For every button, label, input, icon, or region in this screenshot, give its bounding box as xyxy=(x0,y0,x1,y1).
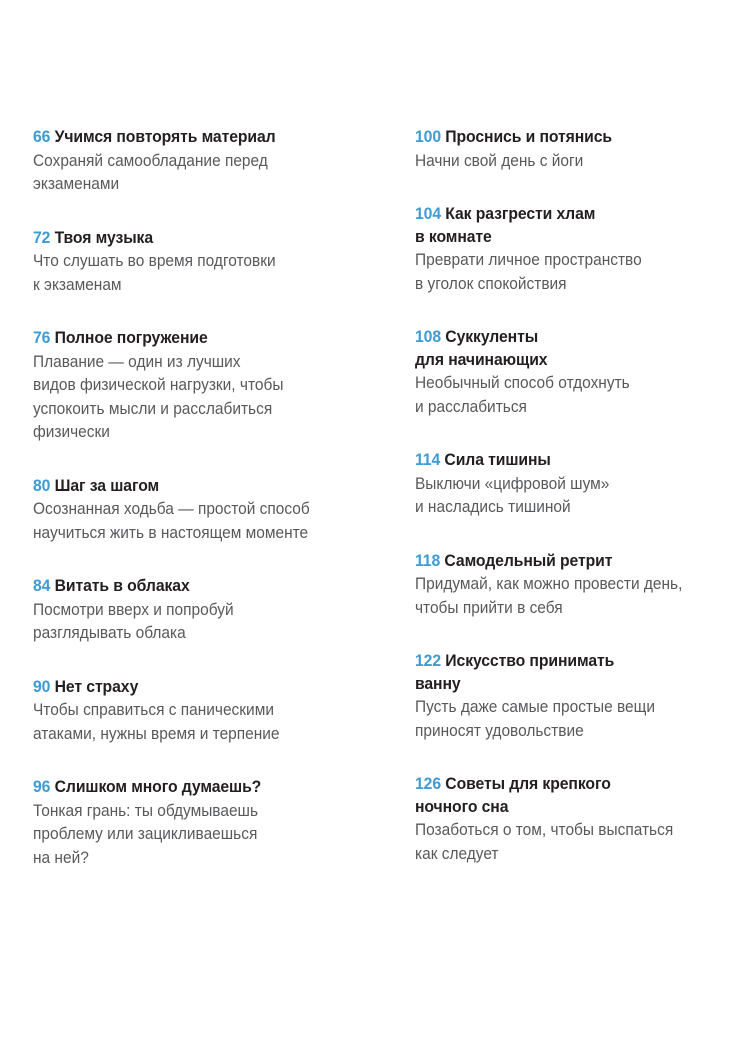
toc-entry-description-line: разглядывать облака xyxy=(33,624,186,642)
toc-entry-description xyxy=(33,351,359,445)
toc-entry-description xyxy=(33,150,359,197)
toc-entry-description-line: физически xyxy=(33,423,110,441)
toc-page-number: 80 xyxy=(33,476,51,495)
toc-entry-title: Твоя музыка xyxy=(54,228,154,247)
toc-entry-title-line xyxy=(415,226,733,249)
toc-entry-description xyxy=(415,473,733,520)
toc-entry-description-line: Придумай, как можно провести день, xyxy=(415,575,683,593)
table-of-contents xyxy=(0,126,733,870)
toc-entry[interactable] xyxy=(33,475,374,546)
toc-entry-heading xyxy=(415,326,733,371)
toc-entry-description-line: в уголок спокойствия xyxy=(415,274,567,293)
toc-entry-title-line xyxy=(33,475,359,498)
toc-entry-description-line: и расслабиться xyxy=(415,397,527,416)
toc-entry-description xyxy=(415,696,733,743)
toc-entry-title: Витать в облаках xyxy=(54,577,190,595)
toc-entry-description-line: Чтобы справиться с паническими xyxy=(33,701,274,719)
toc-entry-description-line: Что слушать во время подготовки xyxy=(33,252,276,270)
toc-entry-description-line: Преврати личное пространство xyxy=(415,251,642,269)
toc-entry-description-line: экзаменами xyxy=(33,175,120,193)
toc-entry-title: ванну xyxy=(415,674,461,693)
toc-entry-title: для начинающих xyxy=(415,350,548,369)
toc-entry-heading xyxy=(415,203,733,248)
toc-entry-description-line: успокоить мысли и расслабиться xyxy=(33,399,273,418)
toc-entry-title-line xyxy=(33,327,359,350)
toc-entry-title-line xyxy=(415,349,733,372)
toc-entry-description-line: видов физической нагрузки, чтобы xyxy=(33,376,284,394)
toc-entry-description-line: Позаботься о том, чтобы выспаться xyxy=(415,821,674,839)
toc-page-number: 66 xyxy=(33,128,51,146)
toc-entry-description-line: проблему или зацикливаешься xyxy=(33,825,258,843)
left-column xyxy=(0,126,374,870)
toc-entry-heading xyxy=(415,550,733,573)
toc-entry-description-line: Тонкая грань: ты обдумываешь xyxy=(33,801,259,820)
toc-entry-title: Суккуленты xyxy=(445,328,539,346)
toc-entry-title: Слишком много думаешь? xyxy=(54,778,262,796)
toc-entry-description xyxy=(415,372,733,419)
toc-entry[interactable] xyxy=(33,676,374,747)
toc-page-number: 104 xyxy=(415,205,442,223)
toc-entry-title-line xyxy=(33,776,359,799)
toc-entry-title: Учимся повторять материал xyxy=(54,128,276,146)
toc-entry-description-line: научиться жить в настоящем моменте xyxy=(33,523,309,542)
toc-entry-description-line: как следует xyxy=(415,844,499,863)
toc-entry-title: Шаг за шагом xyxy=(54,476,160,495)
toc-entry[interactable] xyxy=(415,203,733,296)
toc-entry-heading xyxy=(415,126,733,149)
toc-entry-heading xyxy=(33,475,359,498)
toc-entry-description-line: Начни свой день с йоги xyxy=(415,151,584,170)
toc-entry-title-line xyxy=(415,650,733,673)
toc-entry-heading xyxy=(33,676,359,699)
toc-entry-title-line xyxy=(415,326,733,349)
toc-page-number: 122 xyxy=(415,652,442,670)
toc-page-number: 90 xyxy=(33,677,51,696)
toc-entry-title-line xyxy=(415,673,733,696)
toc-entry-description xyxy=(415,573,733,620)
toc-entry-title-line xyxy=(415,550,733,573)
toc-entry[interactable] xyxy=(33,126,374,197)
toc-entry-heading xyxy=(33,776,359,799)
toc-entry-heading xyxy=(33,227,359,250)
toc-entry-heading xyxy=(415,773,733,818)
toc-entry[interactable] xyxy=(33,575,374,646)
toc-entry[interactable] xyxy=(33,327,374,445)
right-column xyxy=(374,126,733,866)
toc-page-number: 84 xyxy=(33,577,51,595)
toc-entry-description xyxy=(33,699,359,746)
toc-entry-heading xyxy=(33,126,359,149)
toc-entry-title-line xyxy=(415,796,733,819)
toc-entry[interactable] xyxy=(33,227,374,298)
toc-entry[interactable] xyxy=(415,449,733,520)
toc-entry-title-line xyxy=(415,203,733,226)
toc-entry-title: Сила тишины xyxy=(444,451,551,469)
toc-entry[interactable] xyxy=(33,776,374,870)
toc-entry-description-line: чтобы прийти в себя xyxy=(415,598,563,617)
toc-page-number: 100 xyxy=(415,128,442,146)
toc-entry-description xyxy=(33,498,359,545)
toc-page-number: 76 xyxy=(33,329,51,347)
toc-entry-heading xyxy=(33,327,359,350)
toc-entry-description xyxy=(33,599,359,646)
toc-entry-description xyxy=(415,819,733,866)
toc-entry-title: Как разгрести хлам xyxy=(445,205,596,223)
toc-entry-description-line: Посмотри вверх и попробуй xyxy=(33,600,234,619)
toc-entry-description-line: на ней? xyxy=(33,848,89,867)
toc-page-number: 108 xyxy=(415,328,442,346)
toc-entry-title: Искусство принимать xyxy=(445,652,615,670)
toc-entry-title: Самодельный ретрит xyxy=(444,551,613,570)
toc-entry-title-line xyxy=(33,227,359,250)
toc-entry-title: Нет страху xyxy=(54,677,139,696)
toc-entry-description-line: атаками, нужны время и терпение xyxy=(33,724,280,743)
toc-entry-heading xyxy=(415,449,733,472)
toc-entry-title-line xyxy=(33,575,359,598)
toc-entry-title: Проснись и потянись xyxy=(445,128,613,146)
toc-entry-description xyxy=(33,800,359,871)
toc-entry-title: Советы для крепкого xyxy=(445,775,611,793)
toc-entry[interactable] xyxy=(415,126,733,173)
toc-entry[interactable] xyxy=(415,326,733,419)
toc-entry-description-line: Выключи «цифровой шум» xyxy=(415,474,610,493)
toc-entry-description-line: Плавание — один из лучших xyxy=(33,352,241,371)
toc-entry-description-line: Осознанная ходьба — простой способ xyxy=(33,500,310,518)
toc-entry-title-line xyxy=(415,449,733,472)
toc-entry[interactable] xyxy=(415,550,733,621)
toc-entry-title: ночного сна xyxy=(415,797,509,816)
toc-entry-description-line: приносят удовольствие xyxy=(415,721,584,740)
toc-entry-description xyxy=(33,250,359,297)
toc-page-number: 118 xyxy=(415,551,441,570)
toc-page-number: 96 xyxy=(33,778,51,796)
toc-entry-title: Полное погружение xyxy=(54,329,208,347)
toc-entry-title-line xyxy=(33,126,359,149)
toc-entry-description xyxy=(415,249,733,296)
toc-entry-title: в комнате xyxy=(415,227,492,246)
toc-entry-heading xyxy=(415,650,733,695)
toc-entry[interactable] xyxy=(415,773,733,866)
toc-entry-description-line: и насладись тишиной xyxy=(415,498,571,516)
toc-entry-title-line xyxy=(415,126,733,149)
toc-page-number: 114 xyxy=(415,451,441,469)
toc-entry-heading xyxy=(33,575,359,598)
toc-page-number: 72 xyxy=(33,228,51,247)
toc-entry-description-line: Необычный способ отдохнуть xyxy=(415,374,630,392)
toc-entry-description-line: Пусть даже самые простые вещи xyxy=(415,698,656,716)
toc-entry-description-line: Сохраняй самообладание перед xyxy=(33,151,268,170)
toc-page-number: 126 xyxy=(415,775,442,793)
toc-entry-title-line xyxy=(33,676,359,699)
toc-entry-description-line: к экзаменам xyxy=(33,275,122,294)
toc-entry[interactable] xyxy=(415,650,733,743)
toc-entry-description xyxy=(415,150,733,174)
toc-entry-title-line xyxy=(415,773,733,796)
